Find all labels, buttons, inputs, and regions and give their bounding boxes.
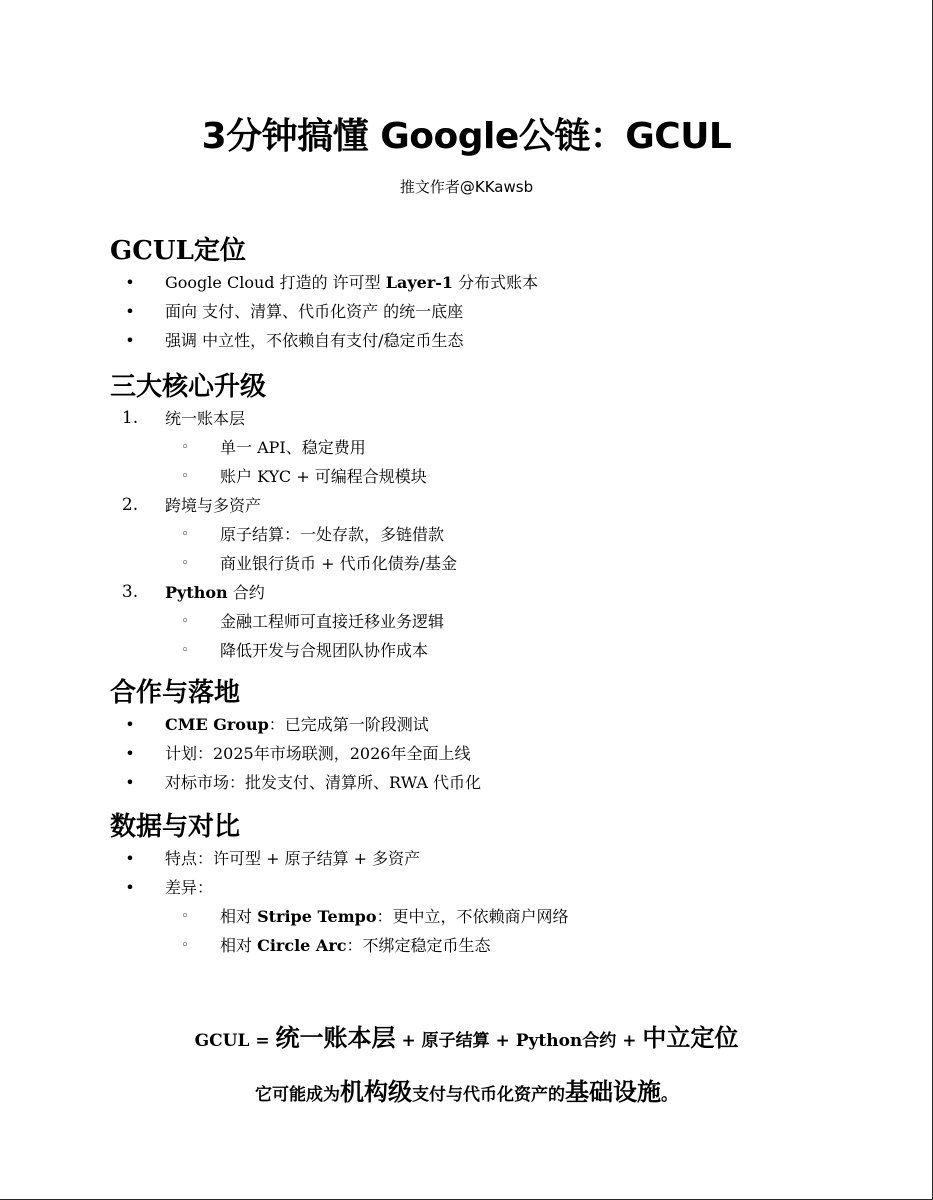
sub-item: [110, 607, 890, 636]
item-text: 统一账本层: [165, 409, 246, 428]
summary-formula: GCUL = 统一账本层 + 原子结算 + Python合约 + 中立定位: [194, 1023, 739, 1052]
sub-item: [110, 520, 890, 549]
list-item: [110, 297, 890, 326]
sub-item: [110, 931, 890, 960]
circle-marker: ◦: [181, 938, 189, 953]
circle-marker: ◦: [181, 909, 189, 924]
item-text: 强调 中立性，不依赖自有支付/稳定币生态: [165, 331, 464, 350]
item-text: 相对 Circle Arc：不绑定稳定币生态: [220, 936, 491, 955]
item-text: 降低开发与合规团队协作成本: [220, 641, 429, 660]
circle-marker: ◦: [181, 614, 189, 629]
section-heading: GCUL定位: [110, 236, 246, 266]
numbered-item: [110, 491, 890, 520]
list-item: [110, 326, 890, 355]
bullet-marker: •: [125, 773, 135, 792]
circle-marker: ◦: [181, 643, 189, 658]
sub-item: [110, 433, 890, 462]
list-item: [110, 268, 890, 297]
section-heading: 数据与对比: [110, 812, 241, 842]
sub-item: [110, 902, 890, 931]
item-text: 商业银行货币 + 代币化债券/基金: [220, 554, 457, 573]
item-text: CME Group：已完成第一阶段测试: [165, 715, 429, 734]
sub-item: [110, 636, 890, 665]
bullet-marker: •: [125, 273, 135, 292]
circle-marker: ◦: [181, 440, 189, 455]
section-partnerships: [110, 676, 890, 797]
item-text: 差异：: [165, 878, 214, 897]
summary-conclusion: 它可能成为机构级支付与代币化资产的基础设施。: [255, 1077, 678, 1106]
sub-item: [110, 462, 890, 491]
item-text: 计划：2025年市场联测，2026年全面上线: [165, 744, 471, 763]
item-text: 单一 API、稳定费用: [220, 438, 366, 457]
bullet-marker: •: [125, 715, 135, 734]
item-number: 1.: [121, 408, 139, 428]
numbered-item: [110, 578, 890, 607]
author-line: 推文作者@KKawsb: [399, 178, 534, 196]
list-item: [110, 873, 890, 902]
bullet-marker: •: [125, 331, 135, 350]
bullet-marker: •: [125, 302, 135, 321]
circle-marker: ◦: [181, 469, 189, 484]
bullet-marker: •: [125, 878, 135, 897]
item-text: 对标市场：批发支付、清算所、RWA 代币化: [165, 773, 481, 792]
section-heading: 三大核心升级: [110, 372, 267, 402]
item-text: 原子结算：一处存款，多链借款: [220, 525, 445, 544]
item-text: Python 合约: [165, 583, 265, 602]
section-upgrades: [110, 370, 890, 665]
list-item: [110, 768, 890, 797]
item-text: 账户 KYC + 可编程合规模块: [220, 467, 427, 486]
bullet-marker: •: [125, 744, 135, 763]
item-text: 金融工程师可直接迁移业务逻辑: [220, 612, 445, 631]
section-comparison: [110, 810, 890, 960]
list-item: [110, 710, 890, 739]
item-text: 相对 Stripe Tempo：更中立，不依赖商户网络: [220, 907, 569, 926]
item-text: 跨境与多资产: [165, 496, 262, 515]
numbered-item: [110, 404, 890, 433]
circle-marker: ◦: [181, 556, 189, 571]
item-text: Google Cloud 打造的 许可型 Layer-1 分布式账本: [165, 273, 539, 292]
circle-marker: ◦: [181, 527, 189, 542]
item-text: 面向 支付、清算、代币化资产 的统一底座: [165, 302, 464, 321]
item-text: 特点：许可型 + 原子结算 + 多资产: [165, 849, 421, 868]
section-heading: 合作与落地: [110, 678, 241, 708]
list-item: [110, 739, 890, 768]
item-number: 3.: [121, 582, 139, 602]
bullet-marker: •: [125, 849, 135, 868]
page-title: 3分钟搞懂 Google公链：GCUL: [201, 116, 732, 157]
item-number: 2.: [121, 495, 139, 515]
sub-item: [110, 549, 890, 578]
list-item: [110, 844, 890, 873]
section-positioning: [110, 234, 890, 355]
